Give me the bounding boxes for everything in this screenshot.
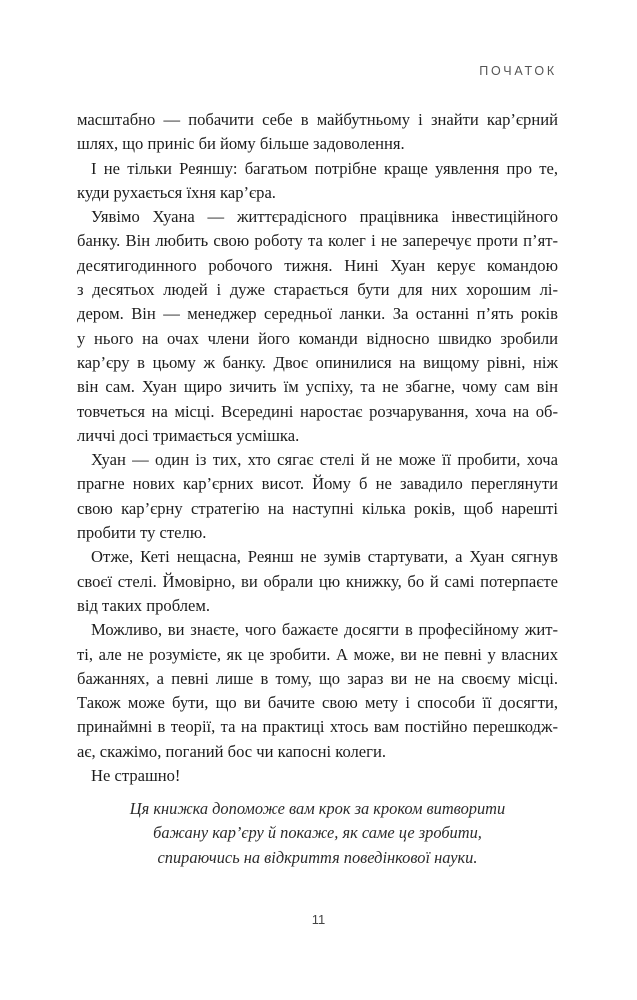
text-line: прагне нових кар’єрних висот. Йому б не завадило переглянути <box>77 474 558 494</box>
page-number: 11 <box>311 912 326 927</box>
text-line: Також може бути, що ви бачите свою мету і способи її досягти, <box>77 693 558 713</box>
text-line: Не страшно! <box>91 766 181 786</box>
text-line: куди рухається їхня кар’єра. <box>77 182 276 202</box>
text-line: товчеться на місці. Всередині наростає розчарування, хоча на об- <box>77 401 558 421</box>
text-line: від таких проблем. <box>77 595 211 615</box>
text-line: Отже, Кеті нещасна, Реянш не зумів стартувати, а Хуан сягнув <box>91 547 558 567</box>
text-line: десятигодинного робочого тижня. Нині Хуан керує командою <box>77 255 558 275</box>
text-line: І не тільки Реяншу: багатьом потрібне краще уявлення про те, <box>91 158 558 178</box>
text-line: масштабно — побачити себе в майбутньому і знайти кар’єрний <box>77 110 558 129</box>
pull-quote <box>77 797 558 870</box>
quote-line: спираючись на відкриття поведінкової науки. <box>157 847 478 867</box>
text-line: він сам. Хуан щиро зичить їм успіху, та не збагне, чому сам він <box>77 377 558 397</box>
text-line: банку. Він любить свою роботу та колег і не заперечує проти п’ят- <box>77 231 558 251</box>
text-line: бажаннях, а певні лише в тому, що зараз ви не на своєму місці. <box>77 668 558 688</box>
quote-line: бажану кар’єру й покаже, як саме це зробити, <box>153 823 482 843</box>
text-line: своєї стелі. Ймовірно, ви обрали цю книжку, бо й самі потерпаєте <box>77 571 558 591</box>
text-line: шлях, що приніс би йому більше задоволення. <box>77 134 405 154</box>
text-line: з десятьох людей і дуже старається бути для них хорошим лі- <box>77 280 558 300</box>
text-line: свою кар’єрну стратегію на наступні кілька років, щоб нарешті <box>77 498 558 518</box>
text-line: ті, але не розумієте, як це зробити. А може, ви не певні у власних <box>77 644 558 664</box>
text-line: кар’єру в цьому ж банку. Двоє опинилися на вищому рівні, ніж <box>77 352 558 372</box>
text-line: личчі досі тримається усмішка. <box>77 425 300 445</box>
text-line: Хуан — один із тих, хто сягає стелі й не може її пробити, хоча <box>91 450 558 470</box>
quote-line: Ця книжка допоможе вам крок за кроком витворити <box>129 799 506 818</box>
text-line: принаймні в теорії, та на практиці хтось вам постійно перешкодж- <box>77 717 558 737</box>
text-line: Можливо, ви знаєте, чого бажаєте досягти в професійному жит- <box>91 620 558 640</box>
text-line: пробити ту стелю. <box>77 523 207 543</box>
text-line: у нього на очах члени його команди відносно швидко зробили <box>77 328 558 348</box>
text-line: дером. Він — менеджер середньої ланки. За останні п’ять років <box>77 304 558 324</box>
text-line: Уявімо Хуана — життєрадісного працівника інвестиційного <box>91 207 558 227</box>
running-head: ПОЧАТОК <box>479 64 557 78</box>
text-line: ає, скажімо, поганий бос чи капосні колеги. <box>77 741 387 761</box>
body-text <box>77 108 558 788</box>
